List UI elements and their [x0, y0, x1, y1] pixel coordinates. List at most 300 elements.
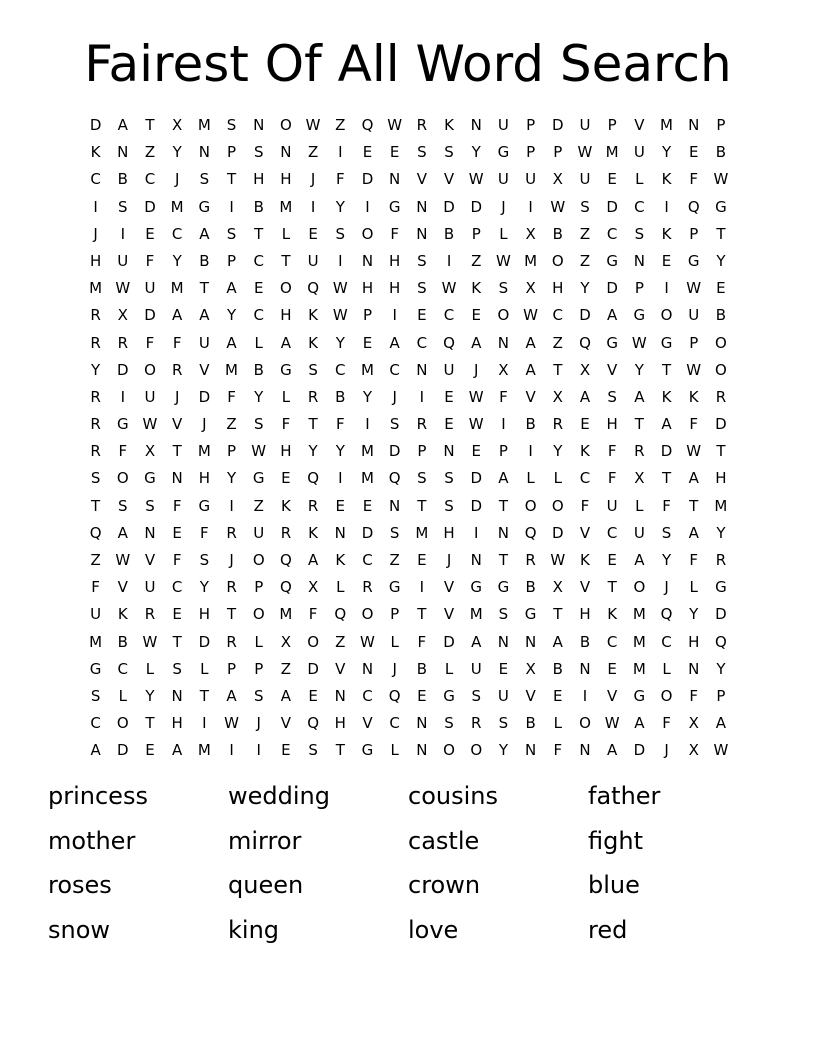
grid-letter: N	[497, 523, 510, 542]
grid-letter: G	[280, 360, 292, 379]
grid-letter: T	[553, 360, 563, 379]
grid-letter: A	[199, 306, 210, 325]
grid-letter: F	[91, 578, 100, 597]
grid-letter: S	[444, 143, 454, 162]
grid-letter: G	[715, 197, 727, 216]
grid-letter: T	[199, 686, 209, 705]
grid-letter: U	[497, 116, 509, 134]
grid-letter: T	[199, 279, 209, 298]
grid-letter: N	[688, 659, 700, 678]
grid-letter: B	[253, 360, 264, 379]
grid-letter: S	[90, 469, 101, 488]
grid-letter: Y	[335, 197, 345, 216]
grid-letter: N	[688, 116, 700, 134]
grid-letter: C	[389, 714, 400, 733]
grid-letter: U	[688, 306, 700, 325]
grid-letter: N	[470, 551, 482, 569]
grid-letter: R	[226, 523, 237, 542]
grid-letter: T	[281, 251, 291, 270]
grid-letter: U	[606, 496, 618, 515]
grid-letter: H	[579, 605, 591, 624]
grid-letter: R	[171, 360, 183, 379]
grid-letter: B	[199, 251, 210, 270]
grid-letter: K	[580, 442, 590, 461]
grid-letter: L	[118, 686, 127, 705]
grid-letter: N	[117, 143, 129, 162]
grid-letter: G	[388, 578, 401, 597]
grid-letter: D	[470, 496, 482, 515]
grid-letter: G	[606, 251, 618, 270]
grid-letter: O	[660, 686, 673, 705]
grid-letter: S	[118, 496, 128, 515]
grid-letter: R	[416, 415, 428, 434]
grid-row	[82, 357, 735, 384]
grid-letter: E	[661, 251, 672, 270]
word-list-row	[48, 821, 768, 866]
grid-letter: Z	[335, 632, 346, 651]
grid-letter: Y	[471, 143, 481, 162]
grid-letter: I	[338, 251, 343, 270]
grid-letter: V	[416, 170, 427, 189]
grid-letter: I	[229, 496, 234, 515]
grid-letter: S	[226, 224, 237, 243]
grid-letter: R	[307, 387, 319, 406]
grid-letter: V	[144, 551, 156, 569]
grid-letter: S	[335, 224, 346, 243]
grid-letter: W	[686, 442, 702, 461]
grid-letter: D	[552, 116, 564, 134]
grid-letter: Q	[280, 551, 292, 569]
grid-letter: S	[634, 224, 645, 243]
grid-letter: R	[144, 605, 156, 624]
grid-letter: H	[334, 714, 346, 733]
grid-letter: T	[689, 496, 699, 515]
grid-letter: P	[362, 306, 372, 325]
grid-letter: W	[577, 143, 593, 162]
grid-letter: M	[360, 469, 374, 488]
grid-letter: B	[552, 659, 563, 678]
grid-letter: B	[253, 197, 264, 216]
grid-letter: S	[226, 116, 237, 134]
grid-letter: U	[144, 279, 156, 298]
grid-letter: Z	[307, 143, 319, 162]
letter-grid	[82, 112, 735, 765]
grid-letter: K	[661, 387, 672, 406]
grid-letter: K	[280, 496, 291, 515]
grid-letter: S	[90, 686, 101, 705]
grid-letter: C	[552, 306, 564, 325]
grid-letter: K	[471, 279, 482, 298]
grid-letter: F	[499, 387, 508, 406]
grid-letter: C	[362, 551, 373, 569]
grid-letter: N	[416, 224, 428, 243]
grid-letter: U	[117, 251, 129, 270]
grid-row	[82, 384, 735, 411]
grid-letter: N	[416, 741, 428, 760]
grid-letter: X	[688, 714, 699, 733]
grid-letter: A	[634, 387, 645, 406]
grid-letter: Z	[579, 224, 591, 243]
grid-letter: C	[90, 714, 101, 733]
grid-letter: G	[660, 333, 673, 352]
grid-letter: N	[497, 632, 510, 651]
grid-letter: Q	[334, 605, 347, 624]
grid-row	[82, 194, 735, 221]
grid-letter: G	[89, 659, 102, 678]
grid-row	[82, 629, 735, 656]
grid-letter: W	[495, 251, 511, 270]
grid-letter: G	[361, 741, 374, 760]
grid-letter: J	[446, 551, 452, 569]
grid-letter: X	[525, 224, 536, 243]
grid-letter: Q	[307, 279, 319, 298]
grid-letter: E	[362, 143, 373, 162]
grid-letter: C	[606, 632, 618, 651]
grid-letter: L	[635, 496, 644, 515]
grid-letter: D	[198, 387, 211, 406]
grid-letter: P	[553, 143, 563, 162]
grid-letter: W	[468, 170, 484, 189]
grid-letter: L	[444, 659, 454, 678]
grid-letter: I	[582, 686, 588, 705]
grid-letter: A	[715, 714, 727, 733]
grid-letter: B	[335, 387, 346, 406]
grid-letter: T	[172, 442, 182, 461]
grid-letter: F	[172, 333, 182, 352]
grid-letter: D	[443, 197, 455, 216]
grid-letter: H	[552, 279, 564, 298]
grid-letter: U	[144, 387, 156, 406]
grid-letter: N	[389, 496, 401, 515]
word-list-item: mirror	[228, 826, 302, 855]
grid-letter: M	[524, 251, 538, 270]
grid-letter: C	[117, 659, 129, 678]
grid-letter: O	[361, 605, 374, 624]
grid-letter: Q	[660, 605, 673, 624]
grid-letter: P	[417, 442, 427, 461]
grid-letter: P	[689, 333, 699, 352]
grid-letter: O	[470, 741, 483, 760]
grid-letter: X	[525, 279, 536, 298]
grid-letter: T	[308, 415, 318, 434]
grid-letter: O	[633, 578, 646, 597]
word-list-item: fight	[588, 826, 643, 855]
grid-letter: X	[144, 442, 156, 461]
grid-letter: W	[441, 279, 457, 298]
grid-letter: N	[524, 741, 537, 760]
grid-letter: S	[308, 360, 318, 379]
grid-letter: E	[444, 415, 454, 434]
grid-letter: U	[90, 605, 102, 624]
grid-letter: G	[198, 197, 211, 216]
grid-letter: R	[307, 496, 319, 515]
grid-letter: C	[171, 578, 183, 597]
grid-letter: L	[254, 333, 263, 352]
grid-letter: O	[524, 496, 537, 515]
grid-letter: U	[198, 333, 210, 352]
grid-letter: T	[498, 496, 508, 515]
grid-letter: L	[145, 659, 155, 678]
grid-letter: M	[605, 143, 619, 162]
grid-letter: P	[526, 116, 536, 134]
grid-letter: Y	[716, 251, 726, 270]
grid-letter: E	[607, 551, 617, 569]
grid-letter: S	[199, 170, 210, 189]
grid-letter: F	[308, 605, 318, 624]
grid-letter: L	[281, 387, 291, 406]
grid-letter: G	[252, 469, 265, 488]
grid-letter: F	[200, 523, 209, 542]
grid-letter: L	[390, 741, 399, 760]
grid-letter: E	[498, 659, 509, 678]
grid-letter: S	[253, 686, 264, 705]
grid-letter: W	[142, 632, 158, 651]
grid-letter: N	[280, 143, 292, 162]
grid-letter: Y	[145, 686, 155, 705]
grid-letter: R	[226, 578, 237, 597]
grid-letter: I	[664, 197, 669, 216]
grid-letter: P	[227, 442, 237, 461]
grid-letter: M	[469, 605, 483, 624]
grid-letter: E	[417, 306, 427, 325]
grid-letter: Y	[553, 442, 563, 461]
grid-letter: O	[252, 605, 265, 624]
grid-letter: Y	[362, 387, 373, 406]
grid-letter: Y	[634, 360, 644, 379]
grid-row	[82, 302, 735, 329]
grid-letter: I	[501, 415, 506, 434]
grid-letter: A	[172, 306, 183, 325]
grid-letter: T	[145, 116, 155, 134]
word-list-item: king	[228, 915, 280, 944]
grid-letter: S	[199, 551, 210, 569]
grid-letter: O	[551, 251, 564, 270]
grid-letter: A	[389, 333, 400, 352]
grid-letter: I	[392, 306, 397, 325]
grid-letter: P	[390, 605, 400, 624]
grid-letter: O	[579, 714, 591, 733]
grid-letter: J	[392, 659, 397, 678]
grid-letter: V	[634, 116, 645, 134]
grid-letter: Y	[91, 360, 101, 379]
grid-letter: O	[660, 306, 673, 325]
grid-letter: X	[552, 578, 563, 597]
word-list-row	[48, 776, 768, 821]
grid-letter: H	[253, 170, 265, 189]
grid-letter: D	[144, 197, 156, 216]
grid-letter: T	[226, 605, 237, 624]
grid-letter: E	[688, 143, 699, 162]
grid-letter: A	[579, 387, 591, 406]
grid-letter: U	[633, 523, 645, 542]
grid-letter: K	[308, 306, 319, 325]
grid-letter: E	[607, 170, 617, 189]
grid-letter: V	[199, 360, 210, 379]
grid-letter: N	[361, 251, 374, 270]
grid-letter: J	[229, 551, 234, 569]
grid-letter: W	[332, 306, 348, 325]
grid-letter: G	[524, 605, 537, 624]
grid-letter: C	[606, 224, 618, 243]
grid-letter: J	[174, 170, 180, 189]
grid-letter: N	[334, 686, 346, 705]
grid-letter: H	[198, 469, 210, 488]
grid-letter: G	[633, 306, 646, 325]
grid-row	[82, 139, 735, 166]
grid-letter: T	[498, 551, 508, 569]
grid-letter: M	[632, 605, 646, 624]
grid-letter: B	[117, 632, 128, 651]
grid-letter: L	[336, 578, 345, 597]
grid-letter: P	[607, 116, 617, 134]
grid-letter: U	[307, 251, 319, 270]
grid-letter: X	[280, 632, 292, 651]
grid-letter: D	[715, 415, 727, 434]
grid-letter: R	[525, 551, 536, 569]
grid-letter: J	[392, 387, 397, 406]
grid-letter: W	[224, 714, 239, 733]
word-list-item: queen	[228, 871, 304, 899]
grid-letter: L	[553, 469, 562, 488]
grid-letter: D	[633, 741, 646, 760]
grid-letter: N	[144, 523, 156, 542]
grid-letter: L	[200, 659, 209, 678]
grid-letter: E	[444, 387, 454, 406]
grid-letter: J	[310, 170, 316, 189]
grid-letter: A	[688, 523, 699, 542]
grid-letter: W	[387, 116, 403, 134]
grid-letter: Q	[687, 197, 700, 216]
grid-letter: S	[145, 496, 155, 515]
grid-letter: W	[115, 279, 131, 298]
grid-letter: F	[172, 551, 182, 569]
grid-letter: K	[661, 170, 672, 189]
grid-letter: E	[308, 224, 318, 243]
grid-letter: Z	[335, 116, 346, 134]
grid-letter: I	[202, 714, 207, 733]
grid-letter: M	[632, 659, 646, 678]
grid-letter: X	[552, 170, 563, 189]
grid-letter: G	[715, 578, 727, 597]
grid-letter: X	[634, 469, 645, 488]
grid-letter: I	[528, 442, 533, 461]
grid-letter: Z	[90, 551, 101, 569]
grid-letter: V	[525, 686, 536, 705]
grid-letter: W	[360, 632, 375, 651]
grid-letter: S	[444, 496, 454, 515]
grid-letter: S	[253, 143, 264, 162]
grid-letter: A	[634, 551, 645, 569]
grid-letter: L	[499, 224, 508, 243]
grid-letter: R	[90, 387, 101, 406]
grid-letter: C	[443, 306, 455, 325]
grid-letter: E	[471, 442, 481, 461]
grid-letter: Q	[307, 469, 319, 488]
grid-letter: S	[308, 741, 318, 760]
grid-letter: F	[417, 632, 427, 651]
grid-letter: M	[360, 442, 374, 461]
grid-letter: N	[198, 143, 210, 162]
word-list-item: wedding	[228, 782, 330, 810]
grid-letter: Y	[498, 741, 508, 760]
grid-letter: H	[280, 442, 292, 461]
grid-letter: E	[580, 415, 590, 434]
grid-row	[82, 493, 735, 520]
grid-letter: B	[525, 415, 536, 434]
grid-letter: O	[443, 741, 455, 760]
grid-letter: S	[253, 415, 264, 434]
grid-letter: R	[280, 523, 292, 542]
grid-letter: G	[497, 143, 510, 162]
grid-letter: N	[334, 523, 346, 542]
grid-letter: T	[172, 632, 182, 651]
grid-letter: S	[444, 469, 454, 488]
grid-letter: A	[172, 741, 183, 760]
grid-letter: A	[280, 333, 292, 352]
grid-letter: V	[280, 714, 292, 733]
grid-letter: C	[389, 360, 400, 379]
grid-letter: C	[661, 632, 672, 651]
grid-letter: K	[117, 605, 128, 624]
grid-letter: G	[144, 469, 156, 488]
grid-row	[82, 221, 735, 248]
grid-letter: D	[606, 279, 618, 298]
grid-letter: M	[197, 442, 211, 461]
grid-letter: T	[661, 360, 672, 379]
grid-letter: Y	[308, 442, 318, 461]
grid-letter: Q	[361, 116, 374, 134]
grid-letter: N	[171, 469, 183, 488]
grid-letter: L	[635, 170, 644, 189]
grid-letter: T	[553, 605, 563, 624]
grid-letter: D	[606, 197, 618, 216]
grid-letter: Y	[689, 605, 699, 624]
grid-letter: W	[251, 442, 267, 461]
grid-letter: H	[280, 170, 292, 189]
grid-letter: U	[443, 360, 455, 379]
grid-letter: C	[606, 523, 618, 542]
grid-letter: T	[254, 224, 264, 243]
grid-letter: I	[365, 415, 370, 434]
word-list	[48, 776, 768, 954]
grid-row	[82, 465, 735, 492]
grid-letter: A	[471, 333, 482, 352]
grid-letter: F	[390, 224, 399, 243]
word-list-row	[48, 865, 768, 910]
grid-letter: Y	[226, 306, 237, 325]
grid-letter: B	[715, 306, 727, 325]
grid-letter: F	[335, 415, 345, 434]
grid-letter: F	[689, 415, 699, 434]
grid-letter: Q	[89, 523, 102, 542]
grid-letter: C	[416, 333, 428, 352]
grid-letter: F	[689, 551, 699, 569]
grid-row	[82, 438, 735, 465]
grid-letter: G	[606, 333, 618, 352]
grid-letter: A	[280, 686, 292, 705]
grid-letter: A	[90, 741, 101, 760]
grid-letter: E	[172, 523, 182, 542]
grid-letter: X	[117, 306, 128, 325]
grid-letter: D	[89, 116, 102, 134]
grid-letter: J	[174, 387, 180, 406]
grid-letter: S	[498, 714, 509, 733]
grid-letter: V	[443, 605, 455, 624]
grid-letter: R	[416, 116, 428, 134]
grid-letter: X	[307, 578, 319, 597]
grid-letter: R	[90, 306, 101, 325]
grid-letter: N	[497, 333, 510, 352]
